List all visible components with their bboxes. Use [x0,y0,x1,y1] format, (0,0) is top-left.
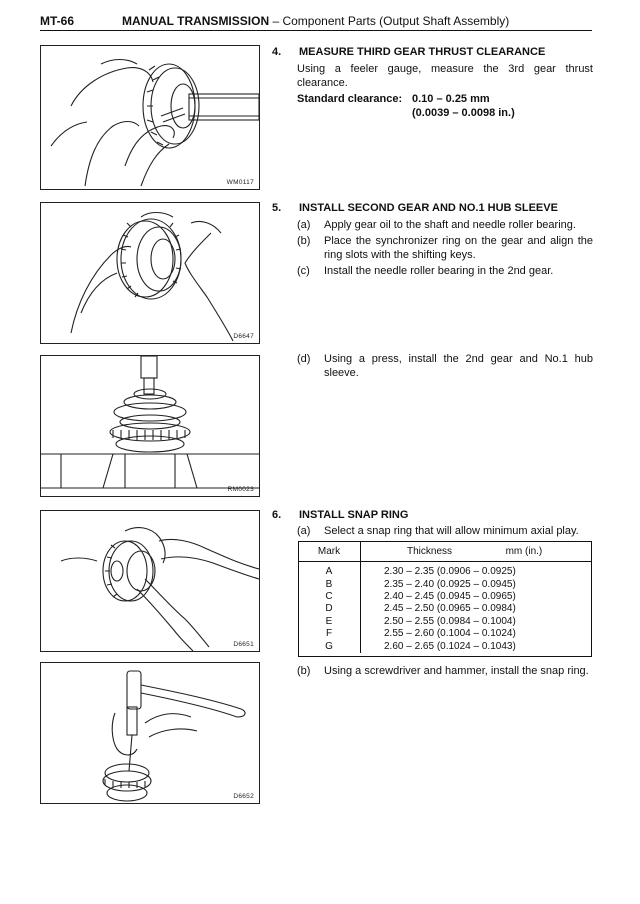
cell-thickness: 2.40 – 2.45 (0.0945 – 0.0965) [384,590,516,602]
step-6-item-a [297,524,593,538]
step-5-item-d [297,352,593,380]
header-thickness-label: Thickness [407,545,453,557]
hammer-illustration [41,663,259,803]
item-text: Place the synchronizer ring on the gear and align the ring slots with the shifting keys. [324,235,593,261]
cell-thickness: 2.60 – 2.65 (0.1024 – 0.1043) [384,640,516,652]
cell-mark: C [298,591,361,603]
item-label: (a) [297,525,311,537]
cell-mark: E [298,616,361,628]
figure-code: D6652 [233,793,254,800]
item-text: Select a snap ring that will allow minimum axial play. [324,525,579,537]
spec-value-in: (0.0039 – 0.0098 in.) [412,107,515,119]
cell-thickness: 2.30 – 2.35 (0.0906 – 0.0925) [384,566,516,578]
section-subtitle: – Component Parts (Output Shaft Assembly) [269,14,510,28]
item-label: (b) [297,665,311,677]
item-text: Install the needle roller bearing in the 2nd gear. [324,265,554,277]
step-heading: MEASURE THIRD GEAR THRUST CLEARANCE [299,46,546,58]
cell-mark: A [298,562,361,579]
page-number: MT-66 [40,14,75,28]
figure-code: D6651 [233,641,254,648]
table-row [298,640,592,652]
table-row [298,603,592,615]
figure-code: D6647 [233,333,254,340]
cell-mark: D [298,603,361,615]
step-5-item-a [297,218,593,232]
item-text: Apply gear oil to the shaft and needle roller bearing. [324,219,576,231]
spec-value-mm: 0.10 – 0.25 mm [412,93,490,105]
item-label: (a) [297,219,311,231]
cell-mark: G [298,640,361,652]
table-row [298,591,592,603]
table-row [298,562,592,579]
figure-code: RM0023 [227,486,254,493]
item-label: (c) [297,265,310,277]
snap-ring-table [298,541,592,653]
item-text: Using a screwdriver and hammer, install the snap ring. [324,665,589,677]
step-5-item-b [297,234,593,262]
step-number: 6. [272,509,282,521]
figure-snap-ring [40,510,260,652]
step-5-item-c [297,264,593,278]
step-4-text: Using a feeler gauge, measure the 3rd gear thrust clearance. [297,63,593,89]
table-header-row [298,541,592,562]
step-number: 4. [272,46,282,58]
cell-thickness: 2.35 – 2.40 (0.0925 – 0.0945) [384,578,516,590]
cell-thickness: 2.45 – 2.50 (0.0965 – 0.0984) [384,603,516,615]
cell-thickness: 2.50 – 2.55 (0.0984 – 0.1004) [384,615,516,627]
item-label: (b) [297,235,311,247]
cell-thickness: 2.55 – 2.60 (0.1004 – 0.1024) [384,628,516,640]
figure-code: WM0117 [226,179,254,186]
table-row [298,628,592,640]
item-text: Using a press, install the 2nd gear and No.1 hub sleeve. [324,353,593,379]
step-4-spec [297,92,593,122]
spec-label: Standard clearance: [297,93,403,105]
header-rule [40,30,592,31]
feeler-gauge-illustration [41,46,259,189]
section-title: MANUAL TRANSMISSION [122,14,270,28]
header-thickness [361,541,593,562]
press-illustration [41,356,259,496]
figure-hammer [40,662,260,804]
table-row [298,578,592,590]
snap-ring-illustration [41,511,259,651]
step-heading: INSTALL SNAP RING [299,509,409,521]
item-label: (d) [297,353,311,365]
step-6-item-b [297,664,593,678]
figure-synchronizer-ring [40,202,260,344]
synchronizer-illustration [41,203,259,343]
table-row [298,616,592,628]
cell-mark: F [298,628,361,640]
step-number: 5. [272,202,282,214]
step-heading: INSTALL SECOND GEAR AND NO.1 HUB SLEEVE [299,202,558,214]
header-unit: mm (in.) [505,545,543,557]
header-mark: Mark [298,541,361,562]
figure-feeler-gauge [40,45,260,190]
figure-press [40,355,260,497]
page-title [122,14,509,28]
page-header [40,14,592,30]
cell-mark: B [298,578,361,590]
